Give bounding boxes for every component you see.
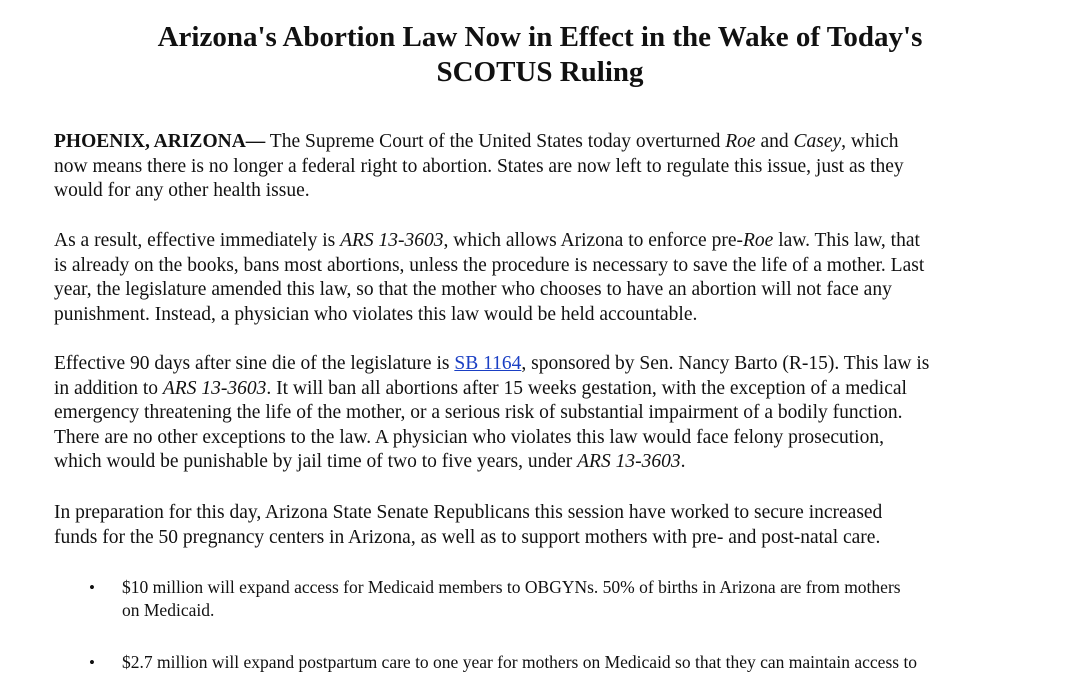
title-line-1: Arizona's Abortion Law Now in Effect in the Wake of Today's xyxy=(157,21,923,53)
paragraph-4 xyxy=(54,501,1044,550)
statute-reference: ARS 13-3603 xyxy=(340,230,444,251)
list-item-text xyxy=(122,576,1042,622)
text-segment: , sponsored by Sen. Nancy Barto (R-15). This law is xyxy=(521,353,930,374)
list-item-line-1: $10 million will expand access for Medicaid members to OBGYNs. 50% of births in Arizona are from mothers xyxy=(122,577,901,597)
paragraph-3-line-4: There are no other exceptions to the law. A physician who violates this law would face felony prosecution, xyxy=(54,426,884,448)
text-segment: in addition to xyxy=(54,377,163,399)
list-item-line-2: on Medicaid. xyxy=(122,600,215,620)
paragraph-3-line-2 xyxy=(54,377,1044,402)
text-segment: . xyxy=(680,451,686,472)
bullet-icon: • xyxy=(89,653,95,672)
bullet-icon: • xyxy=(89,578,95,597)
paragraph-2-line-3: year, the legislature amended this law, so that the mother who chooses to have an abortion will not face any xyxy=(54,279,892,300)
paragraph-2-line-4: punishment. Instead, a physician who violates this law would be held accountable. xyxy=(54,303,698,325)
paragraph-1-line-1 xyxy=(54,130,1044,155)
title-line-2: SCOTUS Ruling xyxy=(436,56,644,88)
sb-1164-link[interactable]: SB 1164 xyxy=(454,353,522,374)
paragraph-3-line-1 xyxy=(54,352,1044,377)
text-segment: and xyxy=(755,131,794,152)
paragraph-2-line-1 xyxy=(54,229,1044,254)
text-segment: As a result, effective immediately is xyxy=(54,230,341,251)
paragraph-1 xyxy=(54,130,1044,204)
paragraph-3 xyxy=(54,352,1044,475)
list-item-text xyxy=(122,651,1042,674)
text-segment: , which xyxy=(841,131,899,152)
paragraph-2 xyxy=(54,229,1044,327)
case-name-roe: Roe xyxy=(742,230,774,251)
statute-reference: ARS 13-3603 xyxy=(577,451,681,472)
text-segment: . It will ban all abortions after 15 weeks gestation, with the exception of a medical xyxy=(266,377,907,399)
paragraph-3-line-5 xyxy=(54,450,1044,475)
case-name-roe: Roe xyxy=(725,131,756,152)
list-item-line-1: $2.7 million will expand postpartum care to one year for mothers on Medicaid so that they can maintain access to xyxy=(122,652,918,672)
paragraph-1-line-3: would for any other health issue. xyxy=(54,180,310,201)
paragraph-3-line-3: emergency threatening the life of the mother, or a serious risk of substantial impairment of a bodily function. xyxy=(54,402,903,423)
dateline: PHOENIX, ARIZONA— xyxy=(54,131,266,152)
text-segment: which would be punishable by jail time of two to five years, under xyxy=(54,451,578,472)
text-segment: law. This law, that xyxy=(773,230,920,251)
statute-reference: ARS 13-3603 xyxy=(162,377,267,399)
paragraph-2-line-2: is already on the books, bans most abortions, unless the procedure is necessary to save the life of a mother. Last xyxy=(54,254,925,276)
text-segment: , which allows Arizona to enforce pre- xyxy=(443,230,743,251)
text-segment: The Supreme Court of the United States today overturned xyxy=(265,131,726,152)
paragraph-4-line-2: funds for the 50 pregnancy centers in Arizona, as well as to support mothers with pre- and post-natal care. xyxy=(54,526,881,548)
paragraph-4-line-1: In preparation for this day, Arizona State Senate Republicans this session have worked to secure increased xyxy=(54,502,883,523)
paragraph-1-line-2: now means there is no longer a federal right to abortion. States are now left to regulate this issue, just as they xyxy=(54,155,904,177)
case-name-casey: Casey xyxy=(793,131,842,152)
document-title xyxy=(0,20,1080,90)
text-segment: Effective 90 days after sine die of the legislature is xyxy=(54,353,455,374)
